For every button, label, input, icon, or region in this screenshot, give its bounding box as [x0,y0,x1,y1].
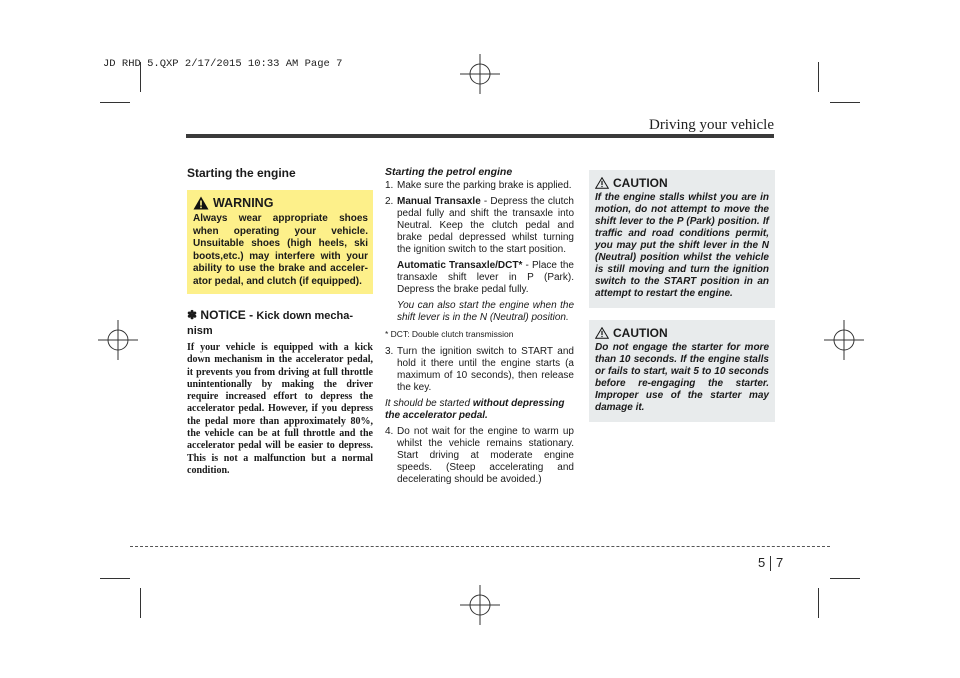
step-text [397,196,574,256]
chapter-number: 5 [758,555,766,570]
warning-header [193,196,368,210]
warning-box [187,190,373,294]
step-number: 1. [385,180,394,191]
header-rule [186,134,774,138]
step-2 [385,196,574,256]
caution-box-starter [589,320,775,422]
right-column [589,170,775,422]
notice-subtitle: Kick down mecha-nism [187,310,353,337]
warning-triangle-icon [193,196,209,210]
step-3 [385,346,574,394]
automatic-transaxle-text: - Place the transaxle shift lever in P (Park). Depress the brake pedal fully. [397,260,574,295]
step-text: Turn the ignition switch to START and hold it there until the engine starts (a maximum of 10 seconds), then release the key. [397,346,574,393]
warning-text: Always wear appropriate shoes when operating your vehicle. Unsuitable shoes (high heels, ski boots,etc.) may interfere with your ability to use the brake and acceler-ator pedal, and clutch (if equipped). [193,213,368,287]
registration-target-bottom [458,583,502,627]
notice-title: NOTICE - [200,308,254,322]
accelerator-note [385,398,574,422]
registration-target-top [458,52,502,96]
caution-title: CAUTION [613,176,668,190]
dct-footnote: * DCT: Double clutch transmission [385,329,514,339]
notice-heading [187,308,373,338]
manual-transaxle-label: Manual Transaxle [397,196,481,207]
accelerator-note-prefix: It should be started [385,398,473,409]
notice-symbol-icon: ✽ [187,308,198,322]
caution-title: CAUTION [613,326,668,340]
print-slug: JD RHD 5.QXP 2/17/2015 10:33 AM Page 7 [103,58,343,70]
registration-target-left [96,318,140,362]
caution-box-stall [589,170,775,308]
caution-text: If the engine stalls whilst you are in motion, do not attempt to move the shift lever to the P (Park) position. If traffic and road conditions permit, you may put the shift lever in the N (Neutral) position whilst the vehicle is still moving and turn the ignition switch to the START position in an attempt to restart the engine. [595,192,769,299]
warning-title: WARNING [213,196,274,210]
notice-text: If your vehicle is equipped with a kick down mechanism in the accelerator pedal, it prevents you from driving at full throttle unintentionally by making the driver require increased effort to depress the accelerator pedal. However, if you depress the pedal more than approximately 80%, the vehicle can be at full throttle and the accelerator pedal will be easier to depress. This is not a malfunction but a normal condition. [187,342,373,476]
step-1 [385,180,574,192]
manual-transaxle-text: - Depress the clutch pedal fully and shift the transaxle into Neutral. Keep the clutch pedal and brake pedal depressed whilst turning the ignition switch to the start position. [397,196,574,255]
automatic-transaxle-paragraph [385,260,574,296]
automatic-transaxle-label: Automatic Transaxle/DCT* [397,260,523,271]
registration-target-right [822,318,866,362]
step-text: Make sure the parking brake is applied. [397,180,572,191]
step-number: 2. [385,196,394,207]
step-number: 4. [385,426,394,437]
page-number-separator [770,556,771,571]
starting-engine-heading: Starting the engine [187,166,296,180]
step-number: 3. [385,346,394,357]
step-text: Do not wait for the engine to warm up whilst the vehicle remains stationary. Start driving at moderate engine speeds. (Steep accelerating and decelerating should be avoided.) [397,426,574,485]
footer-rule [130,546,830,547]
caution-header [595,326,769,340]
caution-triangle-icon [595,327,609,339]
caution-text: Do not engage the starter for more than 10 seconds. If the engine stalls or fails to start, wait 5 to 10 seconds before re-engaging the starter. Improper use of the starter may damage it. [595,342,769,413]
accelerator-note-bold: without depressing the accelerator pedal. [385,398,565,421]
step-4 [385,426,574,486]
left-column [187,166,373,477]
petrol-engine-heading: Starting the petrol engine [385,166,513,178]
neutral-note: You can also start the engine when the shift lever is in the N (Neutral) position. [397,300,574,323]
page-number: 7 [776,555,784,570]
caution-triangle-icon [595,177,609,189]
section-title: Driving your vehicle [649,117,774,133]
caution-header [595,176,769,190]
middle-column [385,166,574,490]
